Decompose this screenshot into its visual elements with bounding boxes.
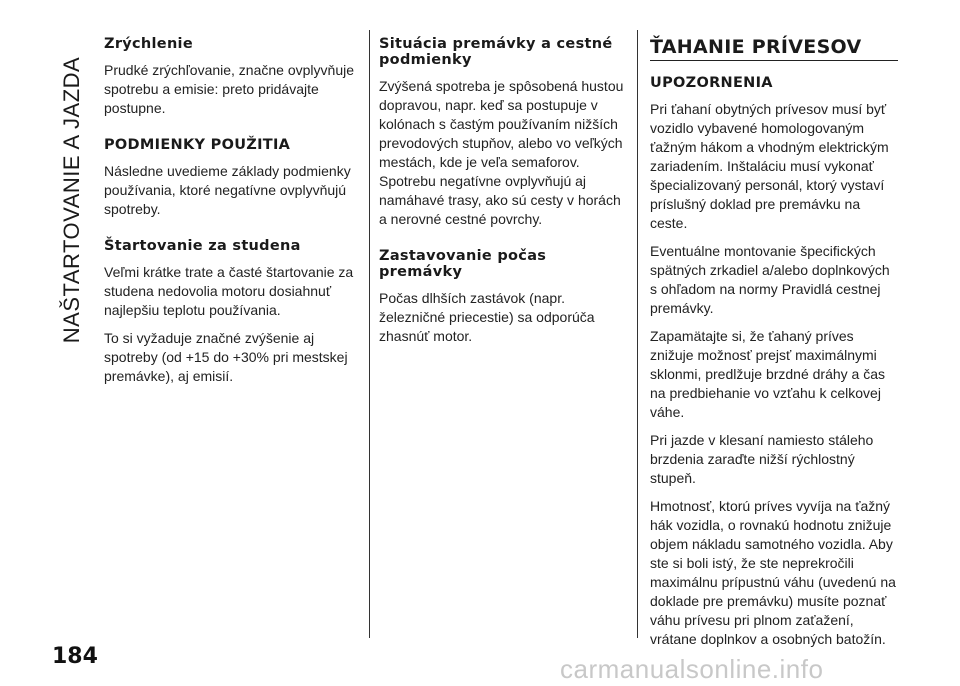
column-divider-1 [369,30,370,638]
paragraph-warning-5: Hmotnosť, ktorú príves vyvíja na ťažný hák vozidla, o rovnakú hodnotu znižuje objem nákladu samotného vozidla. Aby ste si boli istý, že ste neprekročili maximálnu prípustnú váhu (uvedenú na doklade pre premávku) musíte poznať váhu prívesu pri plnom zaťažení, vrátane doplnkov a osobných batožín. [650,498,896,647]
chapter-title: NAŠTARTOVANIE A JAZDA [59,56,84,344]
heading-warnings: UPOZORNENIA [650,75,773,91]
heading-conditions: PODMIENKY POUŽITIA [104,137,291,153]
column-divider-2 [637,30,638,638]
watermark: carmanualsonline.info [560,654,824,684]
chapter-title-vertical [52,0,92,400]
paragraph-cold-start-1: Veľmi krátke trate a časté štartovanie za studena nedovolia motoru dosiahnuť najlepšiu teplotu používania. [104,264,354,318]
paragraph-traffic: Zvýšená spotreba je spôsobená hustou dopravou, napr. keď sa postupuje v kolónach s častým používaním nižších prevodových stupňov, alebo vo veľkých mestách, kde je veľa semaforov. Spotrebu negatívne ovplyvňujú aj namáhavé trasy, ako sú cesty v horách a nerovné cestné povrchy. [379,78,624,227]
paragraph-warning-4: Pri jazde v klesaní namiesto stáleho brzdenia zaraďte nižší rýchlostný stupeň. [650,432,874,486]
column-left [104,36,354,395]
column-middle [379,36,629,355]
paragraph-acceleration: Prudké zrýchľovanie, značne ovplyvňuje spotrebu a emisie: preto pridávajte postupne. [104,62,354,116]
page-number: 184 [52,644,98,669]
heading-cold-start: Štartovanie za studena [104,238,301,254]
paragraph-warning-1: Pri ťahaní obytných prívesov musí byť vozidlo vybavené homologovaným ťažným hákom a vhodným elektrickým zariadením. Inštaláciu musí vykonať špecializovaný personál, ktorý vystaví príslušný doklad pre premávku na ceste. [650,101,889,231]
paragraph-warning-3: Zapamätajte si, že ťahaný príves znižuje možnosť prejsť maximálnymi sklonmi, predlžuje brzdné dráhy a čas na predbiehanie vo vzťahu k celkovej váhe. [650,328,886,420]
paragraph-conditions: Následne uvedieme základy podmienky používania, ktoré negatívne ovplyvňujú spotreby. [104,163,351,217]
heading-traffic: Situácia premávky a cestné podmienky [379,36,613,68]
paragraph-warning-2: Eventuálne montovanie špecifických spätných zrkadiel a/alebo doplnkových s ohľadom na normy Pravidlá cestnej premávky. [650,243,890,316]
paragraph-cold-start-2: To si vyžaduje značné zvýšenie aj spotreby (od +15 do +30% pri mestskej premávke), aj emisií. [104,330,348,384]
paragraph-stops: Počas dlhších zastávok (napr. železničné priecestie) sa odporúča zhasnúť motor. [379,290,595,344]
heading-acceleration: Zrýchlenie [104,36,193,52]
heading-towing: ŤAHANIE PRÍVESOV [650,36,898,61]
column-right [650,36,898,658]
heading-stops: Zastavovanie počas premávky [379,248,547,280]
